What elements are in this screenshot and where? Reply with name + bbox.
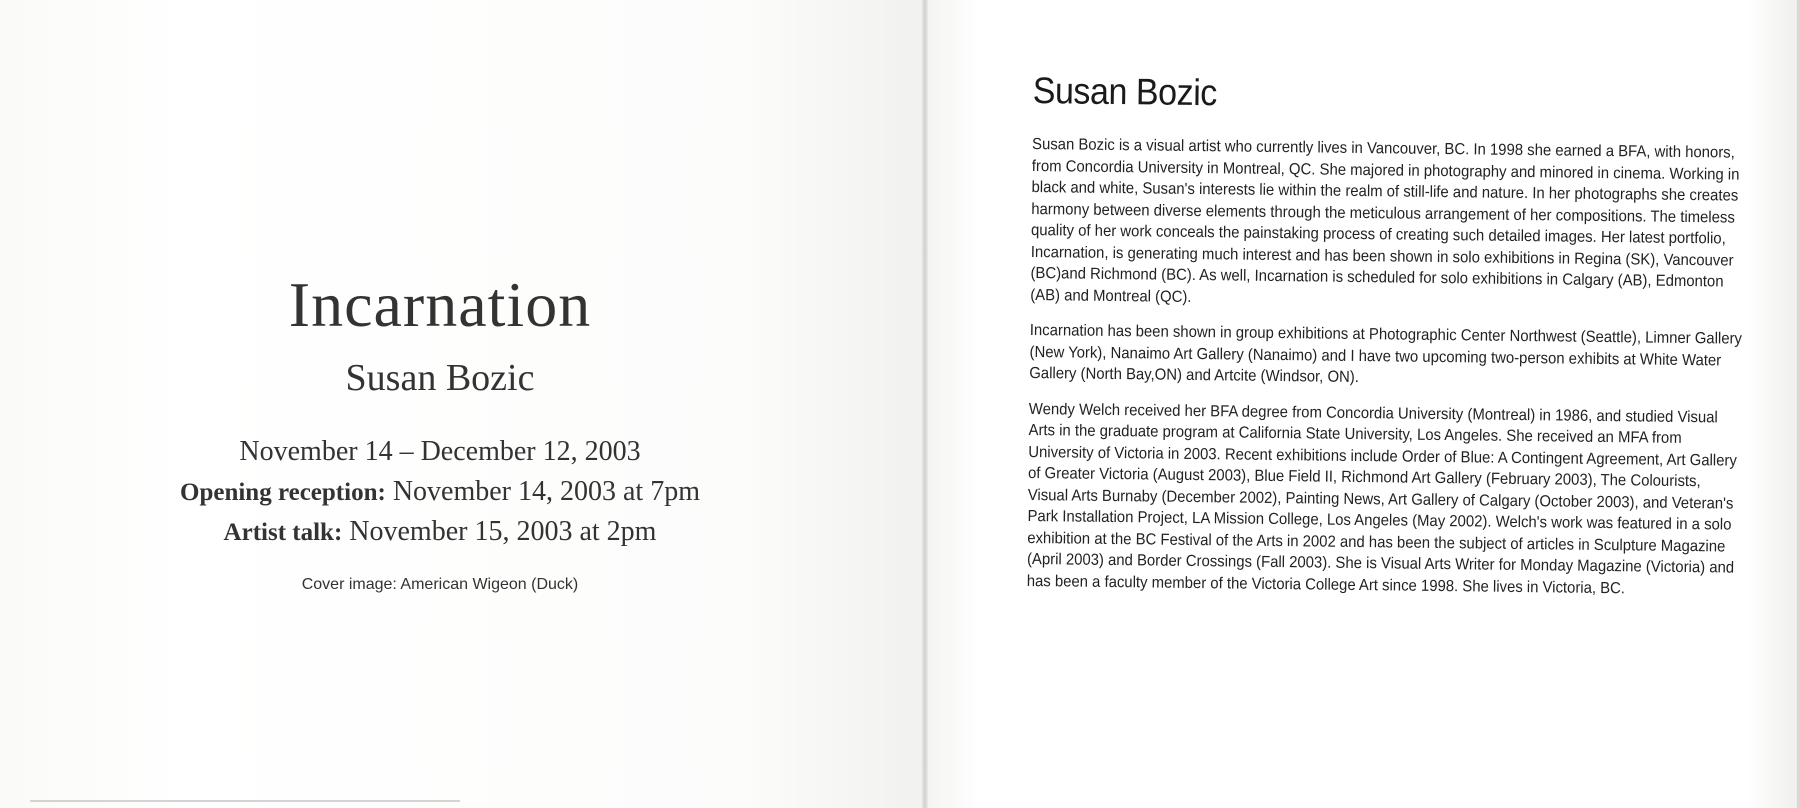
bio-paragraph-3: Wendy Welch received her BFA degree from Concordia University (Montreal) in 1986, and studied Visual Arts in the graduate program at California State University, Los Angeles. She received an MFA from University of Victoria in 2003. Recent exhibitions include Order of Blue: A Contingent Agreement, Art Gallery of Greater Victoria (August 2003), Blue Field II, Richmond Art Gallery (February 2003), The Colourists, Visual Arts Burnaby (December 2002), Painting News, Art Gallery of Calgary (October 2003), and Veteran's Park Installation Project, LA Mission College, Los Angeles (May 2002). Welch's work was featured in a solo exhibition at the BC Festival of the Arts in 2002 and has been the subject of articles in Sculpture Magazine (April 2003) and Border Crossings (Fall 2003). She is Visual Arts Writer for Monday Magazine (Victoria) and has been a faculty member of the Victoria College Art since 1998. She lives in Victoria, BC. <box>1026 400 1737 597</box>
artist-talk-value: November 15, 2003 at 2pm <box>342 516 657 548</box>
artist-talk <box>0 516 880 548</box>
exhibition-dates: November 14 – December 12, 2003 <box>239 436 641 468</box>
opening-reception <box>0 476 880 508</box>
cover-image-credit: Cover image: American Wigeon (Duck) <box>301 576 579 594</box>
exhibition-info <box>0 270 880 594</box>
bio-paragraph-1: Susan Bozic is a visual artist who currently lives in Vancouver, BC. In 1998 she earned a BFA, with honors, from Concordia University in Montreal, QC. She majored in photography and minored in cinema. Working in black and white, Susan's interests lie within the realm of still-life and nature. In her photographs she creates harmony between diverse elements through the meticulous arrangement of her compositions. The timeless quality of her work conceals the painstaking process of creating such detailed images. Her latest portfolio, Incarnation, is generating much interest and has been shown in solo exhibitions in Regina (SK), Vancouver (BC)and Richmond (BC). As well, Incarnation is scheduled for solo exhibitions in Calgary (AB), Edmonton (AB) and Montreal (QC). <box>1030 135 1740 306</box>
opening-reception-label: Opening reception: <box>180 479 386 507</box>
artist-biography <box>1026 70 1752 615</box>
opening-reception-value: November 14, 2003 at 7pm <box>385 476 700 508</box>
artist-talk-label: Artist talk: <box>223 519 343 547</box>
exhibition-title: Incarnation <box>288 269 592 340</box>
page-edge-shadow <box>30 800 460 802</box>
bio-paragraph-2: Incarnation has been shown in group exhibitions at Photographic Center Northwest (Seattle), Limner Gallery (New York), Nanaimo Art Gallery (Nanaimo) and I have two upcoming two-person exhibits at White Water Gallery (North Bay,ON) and Artcite (Windsor, ON). <box>1029 321 1743 387</box>
artist-name: Susan Bozic <box>345 357 535 400</box>
bio-heading: Susan Bozic <box>1032 70 1218 114</box>
